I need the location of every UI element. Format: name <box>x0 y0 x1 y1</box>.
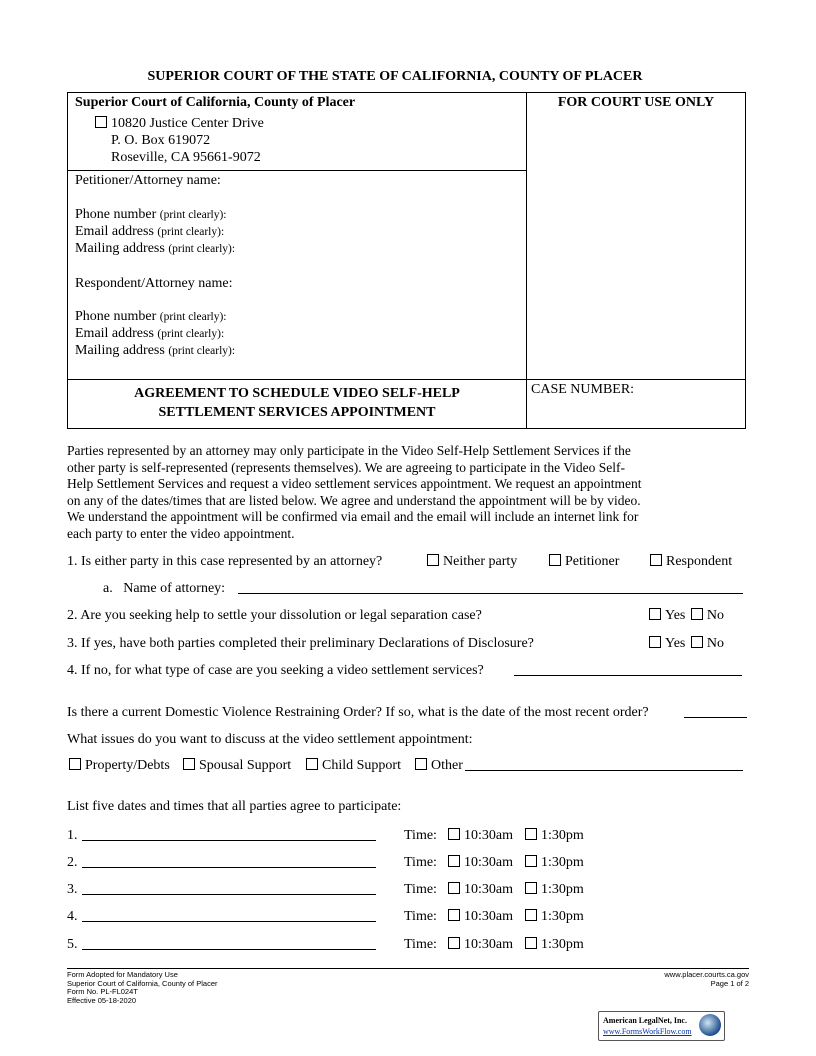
q2-yes-checkbox[interactable] <box>649 608 661 620</box>
footer-form-number: Form No. PL-FL024T <box>67 987 138 996</box>
q2-no-label: No <box>706 608 724 623</box>
respondent-phone-label: Phone number <box>75 309 157 324</box>
court-address-option <box>95 115 264 132</box>
print-clearly-note: (print clearly): <box>168 345 236 357</box>
time-option-1030[interactable] <box>448 827 513 844</box>
date-row-number: 2. <box>67 855 78 870</box>
time-1030-label: 10:30am <box>464 937 513 952</box>
time-option-130[interactable] <box>525 908 584 925</box>
issue-property-label: Property/Debts <box>85 758 170 773</box>
form-title-line1: AGREEMENT TO SCHEDULE VIDEO SELF-HELP <box>134 386 460 401</box>
court-address-line1: 10820 Justice Center Drive <box>111 116 264 131</box>
court-address-checkbox[interactable] <box>95 116 107 128</box>
intro-line-1: Parties represented by an attorney may only participate in the Video Self-Help Settlement Services if the <box>67 443 631 458</box>
respondent-name-label[interactable]: Respondent/Attorney name: <box>75 276 233 291</box>
dates-intro: List five dates and times that all parties agree to participate: <box>67 799 402 814</box>
date-row-number: 4. <box>67 909 78 924</box>
time-option-1030[interactable] <box>448 854 513 871</box>
court-address-line2: P. O. Box 619072 <box>111 133 211 148</box>
q1-respondent-label: Respondent <box>666 554 733 569</box>
issue-child-option[interactable] <box>306 757 401 774</box>
date-line[interactable] <box>82 935 376 950</box>
q3-no-checkbox[interactable] <box>691 636 703 648</box>
checkbox[interactable] <box>525 937 537 949</box>
q2-options <box>649 607 724 624</box>
intro-line-5: We understand the appointment will be confirmed via email and the email will include an internet link for <box>67 509 639 524</box>
q1-neither-option[interactable] <box>427 553 517 570</box>
footer-page-number: Page 1 of 2 <box>710 978 749 988</box>
q3-yes-label: Yes <box>665 636 686 651</box>
petitioner-phone-field[interactable] <box>75 206 227 224</box>
petitioner-email-field[interactable] <box>75 223 224 241</box>
q1-respondent-option[interactable] <box>650 553 732 570</box>
checkbox[interactable] <box>448 882 460 894</box>
checkbox[interactable] <box>415 758 427 770</box>
checkbox[interactable] <box>183 758 195 770</box>
footer-adopted: Form Adopted for Mandatory Use <box>67 970 178 979</box>
respondent-phone-field[interactable] <box>75 308 227 326</box>
petitioner-phone-label: Phone number <box>75 207 157 222</box>
q1-petitioner-label: Petitioner <box>565 554 620 569</box>
date-line[interactable] <box>82 826 376 841</box>
time-130-label: 1:30pm <box>541 882 584 897</box>
intro-line-4: on any of the dates/times that are listed below. We agree and understand the appointment will be by video. <box>67 493 641 508</box>
issue-property-option[interactable] <box>69 757 170 774</box>
attorney-name-line[interactable] <box>238 579 743 594</box>
footer-effective: Effective 05-18-2020 <box>67 995 137 1005</box>
checkbox[interactable] <box>69 758 81 770</box>
time-1030-label: 10:30am <box>464 855 513 870</box>
checkbox[interactable] <box>448 855 460 867</box>
petitioner-mailing-label: Mailing address <box>75 241 165 256</box>
badge-company: American LegalNet, Inc. <box>603 1016 687 1025</box>
form-title-line2: SETTLEMENT SERVICES APPOINTMENT <box>158 405 436 420</box>
footer-left <box>67 971 218 1005</box>
american-legalnet-badge[interactable] <box>598 1011 725 1041</box>
time-option-1030[interactable] <box>448 936 513 953</box>
issue-other-option[interactable] <box>415 757 463 774</box>
time-130-label: 1:30pm <box>541 855 584 870</box>
checkbox[interactable] <box>525 909 537 921</box>
checkbox[interactable] <box>448 937 460 949</box>
q1-text: 1. Is either party in this case represented by an attorney? <box>67 554 383 569</box>
print-clearly-note: (print clearly): <box>157 328 225 340</box>
q4-text: 4. If no, for what type of case are you seeking a video settlement services? <box>67 663 484 678</box>
print-clearly-note: (print clearly): <box>168 243 236 255</box>
time-1030-label: 10:30am <box>464 882 513 897</box>
issue-spousal-option[interactable] <box>183 757 291 774</box>
time-label: Time: <box>404 882 437 897</box>
time-label: Time: <box>404 828 437 843</box>
q1-neither-label: Neither party <box>443 554 518 569</box>
q1-sub-a-letter: a. <box>103 581 113 596</box>
footer-website[interactable]: www.placer.courts.ca.gov <box>664 970 749 979</box>
globe-icon <box>699 1014 721 1036</box>
date-line[interactable] <box>82 853 376 868</box>
time-label: Time: <box>404 855 437 870</box>
checkbox[interactable] <box>448 828 460 840</box>
intro-line-2: other party is self-represented (represents themselves). We are agreeing to participate in the Video Self- <box>67 460 626 475</box>
date-row-number: 1. <box>67 828 78 843</box>
print-clearly-note: (print clearly): <box>159 311 227 323</box>
time-option-130[interactable] <box>525 881 584 898</box>
respondent-email-field[interactable] <box>75 325 224 343</box>
intro-line-3: Help Settlement Services and request a video settlement services appointment. We request an appointment <box>67 476 642 491</box>
footer-right <box>664 971 749 988</box>
issues-question: What issues do you want to discuss at the video settlement appointment: <box>67 732 473 747</box>
time-130-label: 1:30pm <box>541 937 584 952</box>
respondent-email-label: Email address <box>75 326 154 341</box>
q1-petitioner-option[interactable] <box>549 553 619 570</box>
date-row-number: 3. <box>67 882 78 897</box>
time-option-130[interactable] <box>525 827 584 844</box>
petitioner-mailing-field[interactable] <box>75 240 235 258</box>
respondent-mailing-label: Mailing address <box>75 343 165 358</box>
checkbox[interactable] <box>525 855 537 867</box>
time-option-1030[interactable] <box>448 881 513 898</box>
issue-spousal-label: Spousal Support <box>199 758 292 773</box>
checkbox[interactable] <box>525 828 537 840</box>
q1-sub-a-label: Name of attorney: <box>123 581 226 596</box>
respondent-mailing-field[interactable] <box>75 342 235 360</box>
q2-no-checkbox[interactable] <box>691 608 703 620</box>
petitioner-name-label[interactable]: Petitioner/Attorney name: <box>75 173 221 188</box>
q3-no-label: No <box>706 636 724 651</box>
time-1030-label: 10:30am <box>464 828 513 843</box>
print-clearly-note: (print clearly): <box>157 226 225 238</box>
petitioner-email-label: Email address <box>75 224 154 239</box>
intro-line-6: each party to enter the video appointment. <box>67 526 295 541</box>
checkbox[interactable] <box>427 554 439 566</box>
court-use-label: FOR COURT USE ONLY <box>557 95 715 110</box>
dv-date-line[interactable] <box>684 703 747 718</box>
issue-other-label: Other <box>431 758 463 773</box>
checkbox[interactable] <box>306 758 318 770</box>
date-line[interactable] <box>82 880 376 895</box>
dv-question: Is there a current Domestic Violence Restraining Order? If so, what is the date of the most recent order? <box>67 705 649 720</box>
checkbox[interactable] <box>448 909 460 921</box>
issue-child-label: Child Support <box>322 758 401 773</box>
time-130-label: 1:30pm <box>541 909 584 924</box>
q4-case-type-line[interactable] <box>514 661 742 676</box>
q2-yes-label: Yes <box>665 608 686 623</box>
checkbox[interactable] <box>549 554 561 566</box>
q3-options <box>649 635 724 652</box>
date-line[interactable] <box>82 907 376 922</box>
checkbox[interactable] <box>525 882 537 894</box>
footer-court: Superior Court of California, County of Placer <box>67 978 218 988</box>
time-option-130[interactable] <box>525 936 584 953</box>
q3-text: 3. If yes, have both parties completed their preliminary Declarations of Disclosure? <box>67 636 534 651</box>
footer-rule <box>67 968 749 969</box>
q1-sub-a <box>103 580 225 597</box>
court-heading: SUPERIOR COURT OF THE STATE OF CALIFORNIA, COUNTY OF PLACER <box>147 69 643 84</box>
q3-yes-checkbox[interactable] <box>649 636 661 648</box>
date-row-number: 5. <box>67 937 78 952</box>
time-130-label: 1:30pm <box>541 828 584 843</box>
issue-other-line[interactable] <box>465 756 743 771</box>
time-1030-label: 10:30am <box>464 909 513 924</box>
badge-url[interactable]: www.FormsWorkFlow.com <box>603 1027 692 1036</box>
q2-text: 2. Are you seeking help to settle your dissolution or legal separation case? <box>67 608 482 623</box>
time-label: Time: <box>404 909 437 924</box>
checkbox[interactable] <box>650 554 662 566</box>
time-label: Time: <box>404 937 437 952</box>
print-clearly-note: (print clearly): <box>159 209 227 221</box>
court-name: Superior Court of California, County of Placer <box>75 95 356 110</box>
time-option-1030[interactable] <box>448 908 513 925</box>
court-address-line3: Roseville, CA 95661-9072 <box>111 150 261 165</box>
time-option-130[interactable] <box>525 854 584 871</box>
case-number-label[interactable]: CASE NUMBER: <box>531 382 635 397</box>
